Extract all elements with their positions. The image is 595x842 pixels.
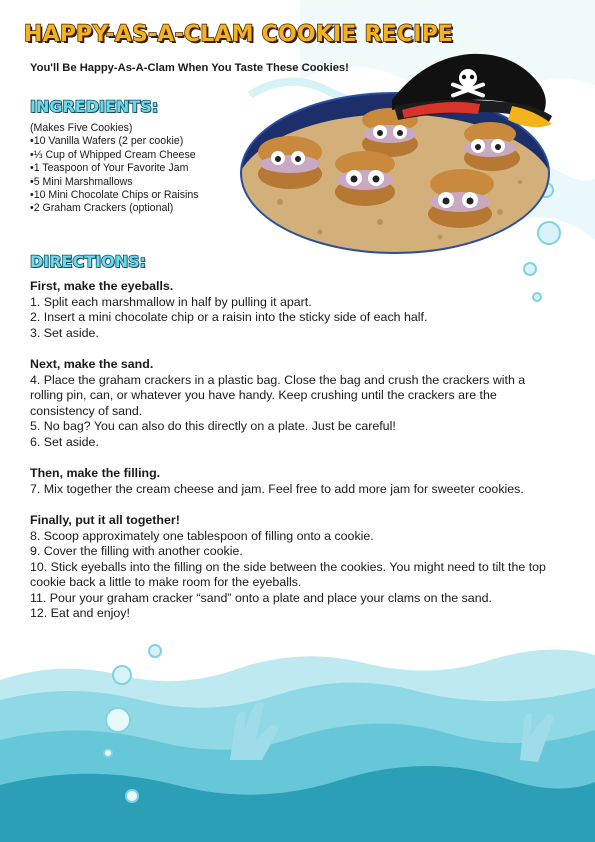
ingredient-item: •10 Vanilla Wafers (2 per cookie) (30, 135, 184, 148)
step: 11. Pour your graham cracker “sand” onto a plate and place your clams on the sand. (30, 590, 492, 605)
directions-body (30, 279, 560, 638)
step: 10. Stick eyeballs into the filling on the side between the cookies. You might need to tilt the top cookie back a little to make room for the eyeballs. (30, 559, 546, 590)
section-title: Next, make the sand. (30, 356, 154, 371)
step: 4. Place the graham crackers in a plastic bag. Close the bag and crush the crackers with a rolling pin, can, or whatever you have handy. Keep crushing until the crackers are the consistency of sand. (30, 372, 526, 418)
ingredients-list (30, 122, 199, 216)
section-title: First, make the eyeballs. (30, 279, 174, 293)
directions-section (30, 279, 560, 341)
section-title: Then, make the filling. (30, 466, 161, 481)
step: 3. Set aside. (30, 325, 99, 340)
ingredient-item: •5 Mini Marshmallows (30, 175, 133, 188)
directions-section (30, 357, 560, 451)
ingredients-heading: INGREDIENTS: (30, 97, 159, 116)
step: 1. Split each marshmallow in half by pulling it apart. (30, 294, 312, 309)
clam-cookie (335, 151, 395, 206)
clam-cookie (428, 169, 494, 228)
recipe-title: HAPPY-AS-A-CLAM COOKIE RECIPE (24, 22, 454, 47)
section-title: Finally, put it all together! (30, 512, 180, 527)
directions-section (30, 466, 560, 497)
step: 5. No bag? You can also do this directly on a plate. Just be careful! (30, 419, 396, 434)
ingredient-item: •1 Teaspoon of Your Favorite Jam (30, 162, 189, 175)
ingredient-item: (Makes Five Cookies) (30, 122, 133, 134)
step: 9. Cover the filling with another cookie. (30, 544, 243, 559)
step: 8. Scoop approximately one tablespoon of filling onto a cookie. (30, 528, 374, 543)
directions-heading: DIRECTIONS: (30, 252, 147, 271)
step: 7. Mix together the cream cheese and jam. Feel free to add more jam for sweeter cookies. (30, 481, 524, 496)
pirate-hat-skull-crossbones-icon (384, 40, 554, 132)
step: 2. Insert a mini chocolate chip or a raisin into the sticky side of each half. (30, 310, 428, 325)
directions-section (30, 513, 560, 622)
ingredient-item: •10 Mini Chocolate Chips or Raisins (30, 189, 199, 202)
ingredient-item: •2 Graham Crackers (optional) (30, 202, 174, 215)
step: 6. Set aside. (30, 434, 99, 449)
clam-cookie (258, 136, 322, 189)
recipe-subtitle: You'll Be Happy-As-A-Clam When You Taste These Cookies! (30, 62, 349, 74)
ingredient-item: •⅓ Cup of Whipped Cream Cheese (30, 148, 196, 161)
step: 12. Eat and enjoy! (30, 606, 130, 621)
